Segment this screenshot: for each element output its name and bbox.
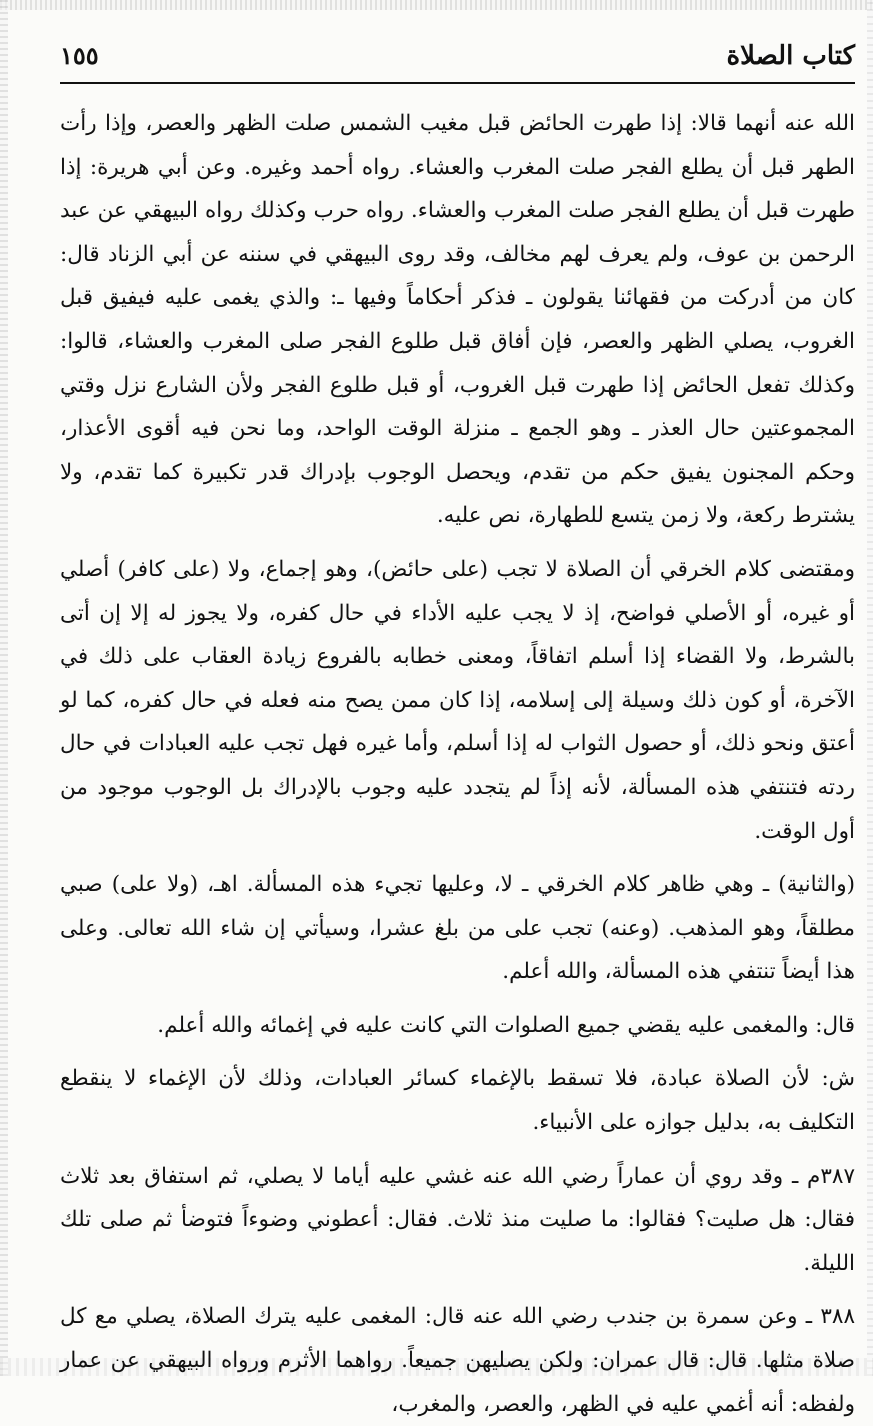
page-number: ١٥٥ <box>60 41 99 70</box>
page-header <box>60 28 855 76</box>
paragraph: ش: لأن الصلاة عبادة، فلا تسقط بالإغماء كسائر العبادات، وذلك لأن الإغماء لا ينقطع التكليف به، بدليل جوازه على الأنبياء. <box>60 1066 855 1136</box>
scan-edge-top <box>0 0 873 10</box>
header-rule <box>60 82 855 84</box>
running-title: كتاب الصلاة <box>726 41 855 71</box>
scan-edge-right <box>867 0 873 1376</box>
paragraph: ٣٨٨ ـ وعن سمرة بن جندب رضي الله عنه قال: المغمى عليه يترك الصلاة، يصلي مع كل صلاة مثلها. قال: قال عمران: ولكن يصليهن جميعاً. رواهما الأثرم ورواه البيهقي عن عمار ولفظه: أنه أغمي عليه في الظهر، والعصر، والمغرب، <box>60 1304 855 1417</box>
paragraph: الله عنه أنهما قالا: إذا طهرت الحائض قبل مغيب الشمس صلت الظهر والعصر، وإذا رأت الطهر قبل أن يطلع الفجر صلت المغرب والعشاء. رواه أحمد وغيره. وعن أبي هريرة: إذا طهرت قبل أن يطلع الفجر صلت المغرب والعشاء. رواه حرب وكذلك رواه البيهقي عن عبد الرحمن بن عوف، ولم يعرف لهم مخالف، وقد روى البيهقي في سننه عن أبي الزناد قال: كان من أدركت من فقهائنا يقولون ـ فذكر أحكاماً وفيها ـ: والذي يغمى عليه فيفيق قبل الغروب، يصلي الظهر والعصر، فإن أفاق قبل طلوع الفجر صلى المغرب والعشاء، قالوا: وكذلك تفعل الحائض إذا طهرت قبل الغروب، أو قبل طلوع الفجر ولأن الشارع نزل وقتي المجموعتين حال العذر ـ وهو الجمع ـ منزلة الوقت الواحد، وما نحن فيه أقوى الأعذار، وحكم المجنون يفيق حكم من تقدم، ويحصل الوجوب بإدراك قدر تكبيرة كما تقدم، ولا يشترط ركعة، ولا زمن يتسع للطهارة، نص عليه. <box>60 111 855 529</box>
paragraph: ٣٨٧م ـ وقد روي أن عماراً رضي الله عنه غشي عليه أياما لا يصلي، ثم استفاق بعد ثلاث فقال: هل صليت؟ فقالوا: ما صليت منذ ثلاث. فقال: أعطوني وضوءاً فتوضأ ثم صلى تلك الليلة. <box>60 1163 855 1276</box>
book-page <box>60 28 855 1426</box>
paragraph: (والثانية) ـ وهي ظاهر كلام الخرقي ـ لا، وعليها تجيء هذه المسألة. اهـ، (ولا على) صبي مطلقاً، وهو المذهب. (وعنه) تجب على من بلغ عشرا، وسيأتي إن شاء الله تعالى. وعلى هذا أيضاً تنتفي هذه المسألة، والله أعلم. <box>60 872 855 985</box>
paragraph: قال: والمغمى عليه يقضي جميع الصلوات التي كانت عليه في إغمائه والله أعلم. <box>157 1012 855 1038</box>
body-text <box>60 102 855 1426</box>
paragraph: ومقتضى كلام الخرقي أن الصلاة لا تجب (على حائض)، وهو إجماع، ولا (على كافر) أصلي أو غيره، أو الأصلي فواضح، إذ لا يجب عليه الأداء في حال كفره، ولا يجوز له إلا إن أتى بالشرط، ولا القضاء إذا أسلم اتفاقاً، ومعنى خطابه بالفروع زيادة العقاب على ذلك في الآخرة، أو كون ذلك وسيلة إلى إسلامه، إذا كان ممن يصح منه فعله في حال كفره، كما لو أعتق ونحو ذلك، أو حصول الثواب له إذا أسلم، وأما غيره فهل تجب عليه العبادات في حال ردته فتنتفي هذه المسألة، لأنه إذاً لم يتجدد عليه وجوب بالإدراك بل الوجوب موجود من أول الوقت. <box>60 556 855 844</box>
scan-edge-left <box>0 0 8 1376</box>
